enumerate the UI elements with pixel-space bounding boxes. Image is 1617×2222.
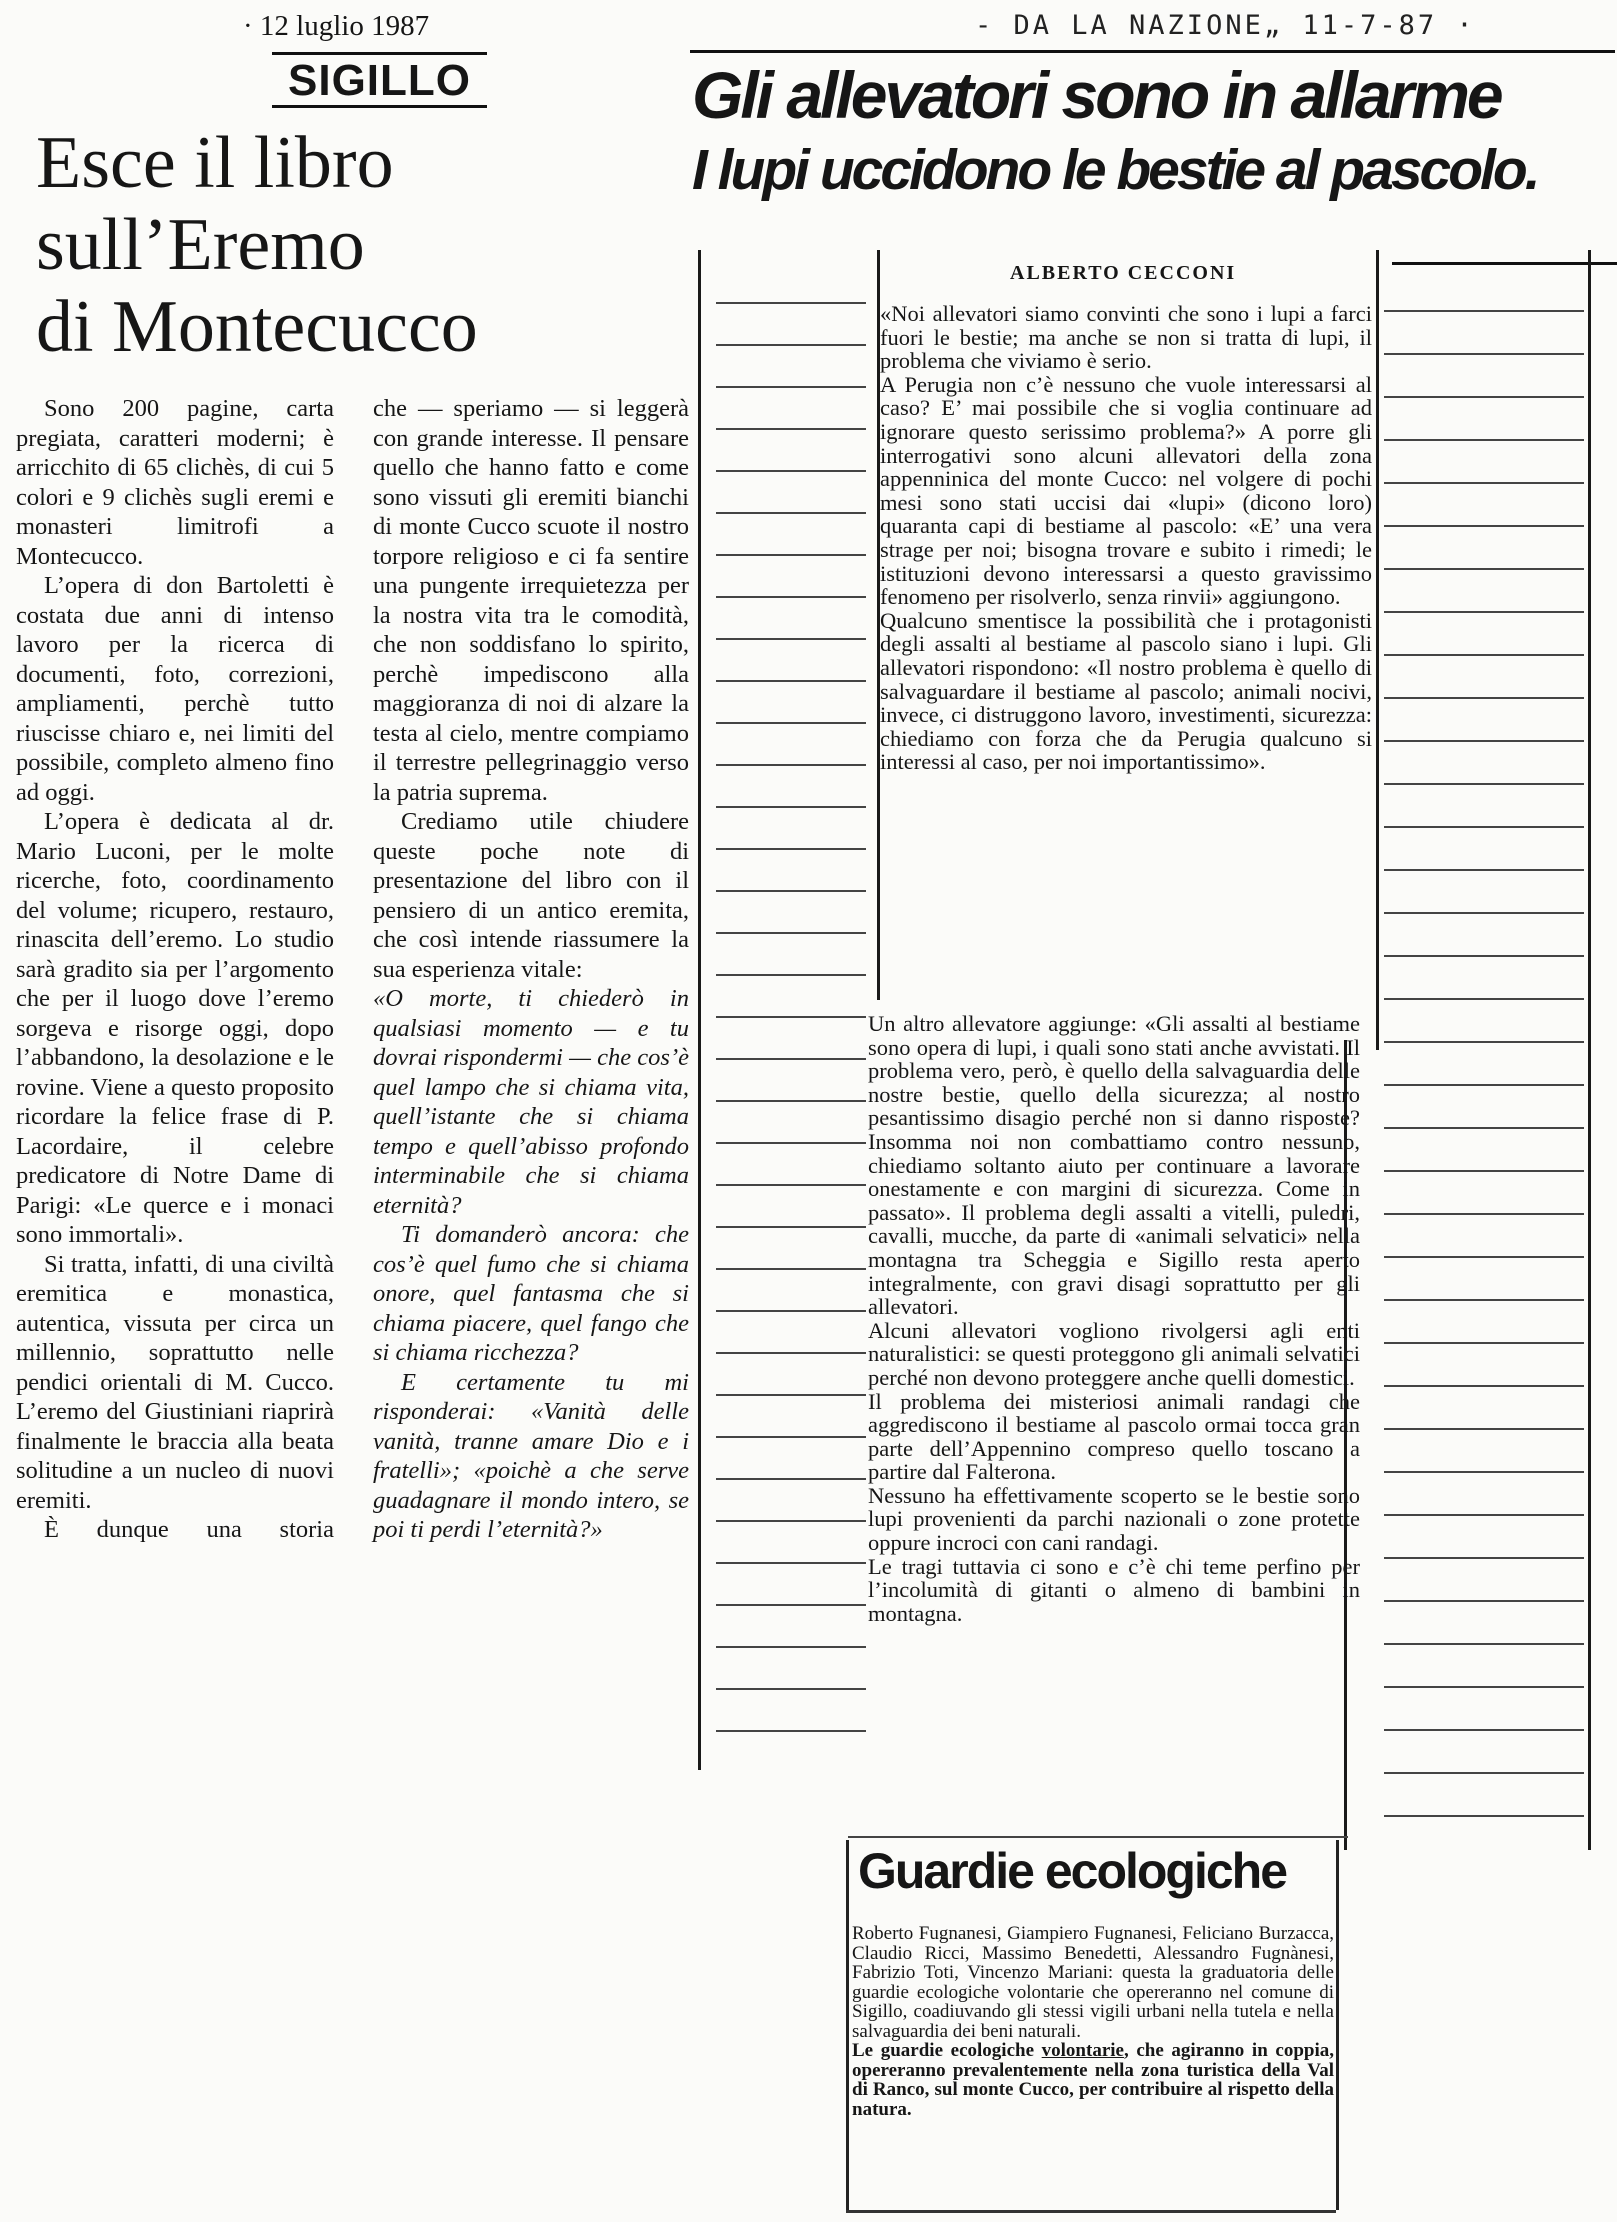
ledger-line	[1384, 1127, 1584, 1129]
right-article-column-1	[880, 302, 1372, 774]
ledger-line	[716, 1730, 866, 1732]
handwritten-source-note: - DA LA NAZIONE„ 11-7-87 ·	[975, 10, 1476, 41]
ledger-line	[716, 1016, 866, 1018]
ledger-line	[1384, 396, 1584, 398]
quote-paragraph: E certamente tu mi risponderai: «Vanità delle vanità, tranne amare Dio e i fratelli»; «poichè a che serve guadagnare il mondo intero, se poi ti perdi l’eternità?»	[373, 1368, 689, 1543]
ledger-line	[1384, 740, 1584, 742]
ledger-line	[716, 806, 866, 808]
paragraph: Nessuno ha effettivamente scoperto se le bestie sono lupi provenienti da parchi nazionali o zone protette oppure incroci con cani randagi.	[868, 1482, 1360, 1556]
paragraph: Crediamo utile chiudere queste poche note di presentazione del libro con il pensiero di un antico eremita, che così intende riassumere la sua esperienza vitale:	[373, 808, 689, 983]
ledger-line	[1384, 1514, 1584, 1516]
ledger-line	[716, 1226, 866, 1228]
paragraph: che — speriamo — si leggerà con grande interesse. Il pensare quello che hanno fatto e come sono vissuti gli eremiti bianchi di monte Cucco scuote il nostro torpore religioso e ci fa sentire una pungente irrequietezza per la nostra vita tra le comodità, che non soddisfano lo spirito, perchè impediscono alla maggioranza di noi di alzare la testa al cielo, mentre compiamo il terrestre pellegrinaggio verso la patria suprema.	[373, 395, 689, 806]
ledger-line	[1384, 1643, 1584, 1645]
ledger-line	[716, 1142, 866, 1144]
ledger-line	[1384, 1256, 1584, 1258]
paragraph: Sono 200 pagine, carta pregiata, caratteri moderni; è arricchito di 65 clichès, di cui 5 colori e 9 clichès sugli eremi e monasteri limitrofi a Montecucco.	[16, 395, 334, 570]
box-border-right	[1336, 1840, 1339, 2210]
ledger-line	[716, 1184, 866, 1186]
ledger-line	[1384, 525, 1584, 527]
paragraph: Si tratta, infatti, di una civiltà eremitica e monastica, autentica, vissuta per circa un millennio, soprattutto nelle pendici orientali di M. Cucco. L’eremo del Giustiniani riaprirà finalmente le braccia alla beata solitudine a un nucleo di nuovi eremiti.	[16, 1250, 334, 1514]
quote-paragraph: «O morte, ti chiederò in qualsiasi momento — e tu dovrai rispondermi — che cos’è quel lampo che si chiama vita, quell’istante che si chiama tempo e quell’abisso profondo interminabile che si chiama eternità?	[373, 985, 689, 1219]
ledger-line	[716, 638, 866, 640]
ledger-line	[716, 722, 866, 724]
ledger-line	[716, 1268, 866, 1270]
box-border-bottom	[846, 2210, 1336, 2213]
ledger-rule-vertical	[1376, 250, 1379, 1050]
box-headline: Guardie ecologiche	[858, 1843, 1287, 1899]
ledger-line	[1384, 1084, 1584, 1086]
ledger-line	[1384, 783, 1584, 785]
ledger-line	[1384, 1428, 1584, 1430]
ledger-line	[1384, 1557, 1584, 1559]
box-article-body	[852, 1924, 1334, 2119]
ledger-line	[1384, 1772, 1584, 1774]
ledger-line	[716, 1058, 866, 1060]
paragraph: Il problema dei misteriosi animali randagi che aggrediscono il bestiame al pascolo ormai tocca gran parte dell’Appennino compreso quello toscano a partire dal Falterona.	[868, 1388, 1360, 1485]
ledger-line	[1384, 998, 1584, 1000]
ledger-line	[1384, 1213, 1584, 1215]
paragraph: Qualcuno smentisce la possibilità che i protagonisti degli assalti al bestiame al pascolo siano i lupi. Gli allevatori rispondono: «Il nostro problema è quello di salvaguardare il bestiame al pascolo; animali nocivi, invece, ci distruggono lavoro, investimenti, sicurezza: chiediamo con forza che da Perugia qualcuno si interessi al caso, per noi importantissimo».	[880, 607, 1372, 775]
ledger-line	[1384, 1815, 1584, 1817]
ledger-line	[1384, 955, 1584, 957]
ledger-line	[716, 596, 866, 598]
ledger-line	[716, 932, 866, 934]
ledger-line	[1384, 869, 1584, 871]
ledger-line	[1384, 1686, 1584, 1688]
ledger-line	[1384, 697, 1584, 699]
headline-rule	[690, 50, 1615, 53]
headline-underline-rule	[1392, 262, 1617, 265]
ledger-line	[1384, 353, 1584, 355]
box-border-left	[846, 1840, 849, 2210]
ledger-line	[716, 1436, 866, 1438]
ledger-line	[716, 1310, 866, 1312]
ledger-line	[716, 1100, 866, 1102]
ledger-line	[716, 554, 866, 556]
left-headline-line-1: Esce il libro	[36, 122, 394, 204]
bold-paragraph	[852, 2041, 1334, 2119]
paragraph: Le tragi tuttavia ci sono e c’è chi teme perfino per l’incolumità di gitanti o almeno di bambini in montagna.	[868, 1553, 1360, 1626]
text-run: Le guardie ecologiche	[852, 2040, 1035, 2061]
ledger-line	[1384, 1041, 1584, 1043]
right-headline	[692, 56, 1617, 206]
ledger-line	[1384, 654, 1584, 656]
ledger-line	[1384, 826, 1584, 828]
ledger-line	[716, 1646, 866, 1648]
ledger-line	[1384, 1385, 1584, 1387]
ledger-line	[1384, 568, 1584, 570]
ledger-line	[1384, 912, 1584, 914]
left-headline-line-2: sull’Eremo	[36, 204, 365, 286]
left-headline	[36, 122, 596, 368]
ledger-line	[716, 470, 866, 472]
ledger-rule-vertical	[698, 250, 701, 1770]
ledger-line	[1384, 1471, 1584, 1473]
ledger-line	[1384, 1342, 1584, 1344]
ledger-line	[716, 1352, 866, 1354]
left-article-column-2	[373, 394, 689, 1545]
quote-paragraph: Ti domanderò ancora: che cos’è quel fumo che si chiama onore, quel fantasma che si chiama piacere, quel fango che si chiama ricchezza?	[373, 1221, 689, 1366]
ledger-line	[716, 1394, 866, 1396]
text-run: , che agiranno in coppia, opereranno prevalentemente nella zona turistica della Val di Ranco, sul monte Cucco, per contribuire al rispetto della natura.	[852, 2040, 1334, 2120]
paragraph: «Noi allevatori siamo convinti che sono i lupi a farci fuori le bestie; ma anche se non si tratta di lupi, il problema che viviamo è serio.	[880, 301, 1372, 374]
paragraph: L’opera è dedicata al dr. Mario Luconi, per le molte ricerche, foto, coordinamento del volume; ricupero, restauro, rinascita dell’eremo. Lo studio sarà gradito sia per l’argomento che per il luogo dove l’eremo sorgeva e risorge oggi, dopo l’abbandono, la desolazione e le rovine. Viene a questo proposito ricordare la felice frase di P. Lacordaire, il celebre predicatore di Notre Dame di Parigi: «Le querce e i monaci sono immortali».	[16, 808, 334, 1248]
ledger-line	[1384, 482, 1584, 484]
ledger-line	[716, 974, 866, 976]
left-article-column-1	[16, 394, 334, 1545]
ledger-line	[716, 1604, 866, 1606]
right-headline-line-2: I lupi uccidono le bestie al pascolo.	[692, 138, 1538, 202]
ledger-line	[716, 680, 866, 682]
ledger-line	[716, 890, 866, 892]
ledger-line	[716, 386, 866, 388]
article-date: · 12 luglio 1987	[243, 10, 430, 42]
paragraph: Un altro allevatore aggiunge: «Gli assalti al bestiame sono opera di lupi, i quali sono stati anche avvistati. Il problema vero, però, è quello della salvaguardia delle nostre bestie, quello della sicurezza; al nostro pesantissimo disagio perché non si danno risposte? Insomma noi non combattiamo contro nessuno, chiediamo soltanto aiuto per continuare a lavorare onestamente e con margini di sicurezza. Come in passato». Il problema degli assalti a vitelli, puledri, cavalli, mucche, da parte di «animali selvatici» nella montagna tra Scheggia e Sigillo resta aperto integralmente, con gravi disagi soprattutto per gli allevatori.	[868, 1011, 1360, 1320]
ledger-rule-vertical	[1588, 250, 1591, 1850]
ledger-line	[1384, 439, 1584, 441]
ledger-line	[716, 1688, 866, 1690]
ledger-line	[1384, 1729, 1584, 1731]
ledger-line	[1384, 1299, 1584, 1301]
paragraph: Alcuni allevatori vogliono rivolgersi agli enti naturalistici: se questi proteggono gli animali selvatici perché non devono proteggere anche quelli domestici.	[868, 1317, 1360, 1390]
ledger-line	[716, 1562, 866, 1564]
byline: ALBERTO CECCONI	[1010, 262, 1237, 284]
ledger-line	[1384, 1600, 1584, 1602]
ledger-line	[716, 344, 866, 346]
ledger-line	[1384, 1170, 1584, 1172]
ledger-line	[716, 848, 866, 850]
underlined-word: volontarie	[1041, 2040, 1124, 2061]
ledger-line	[716, 512, 866, 514]
left-headline-line-3: di Montecucco	[36, 286, 478, 368]
ledger-line	[1384, 310, 1584, 312]
right-headline-line-1: Gli allevatori sono in allarme	[692, 58, 1501, 132]
paragraph: È dunque una storia	[44, 1516, 334, 1543]
right-article-column-2	[868, 1012, 1360, 1625]
ledger-rule-horizontal	[848, 1836, 1348, 1838]
paragraph: A Perugia non c’è nessuno che vuole interessarsi al caso? E’ mai possibile che si voglia continuare ad ignorare questo serissimo problema?» A porre gli interrogativi sono alcuni allevatori della zona appenninica del monte Cucco: nel volgere di pochi mesi sono stati uccisi dai «lupi» (dicono loro) quaranta capi di bestiame al pascolo: «E’ una vera strage per noi; bisogna trovare e subito i rimedi; le istituzioni devono interessarsi a questo gravissimo fenomeno per risolverlo, senza rinvii» aggiungono.	[880, 371, 1372, 610]
ledger-line	[716, 764, 866, 766]
ledger-line	[716, 1478, 866, 1480]
ledger-line	[716, 1520, 866, 1522]
ledger-line	[716, 428, 866, 430]
ledger-line	[1384, 611, 1584, 613]
ledger-line	[716, 302, 866, 304]
paragraph: L’opera di don Bartoletti è costata due anni di intenso lavoro per la ricerca di documenti, foto, correzioni, ampliamenti, perchè tutto riuscisse chiaro e, nei limiti del possibile, completo almeno fino ad oggi.	[16, 572, 334, 806]
paragraph: Roberto Fugnanesi, Giampiero Fugnanesi, Feliciano Burzacca, Claudio Ricci, Massimo Benedetti, Alessandro Fugnànesi, Fabrizio Toti, Vincenzo Mariani: questa la graduatoria delle guardie ecologiche volontarie che opereranno nel comune di Sigillo, coadiuvando gli stessi vigili urbani nella tutela e nella salvaguardia dei beni naturali.	[852, 1923, 1334, 2042]
section-label: SIGILLO	[272, 52, 487, 108]
